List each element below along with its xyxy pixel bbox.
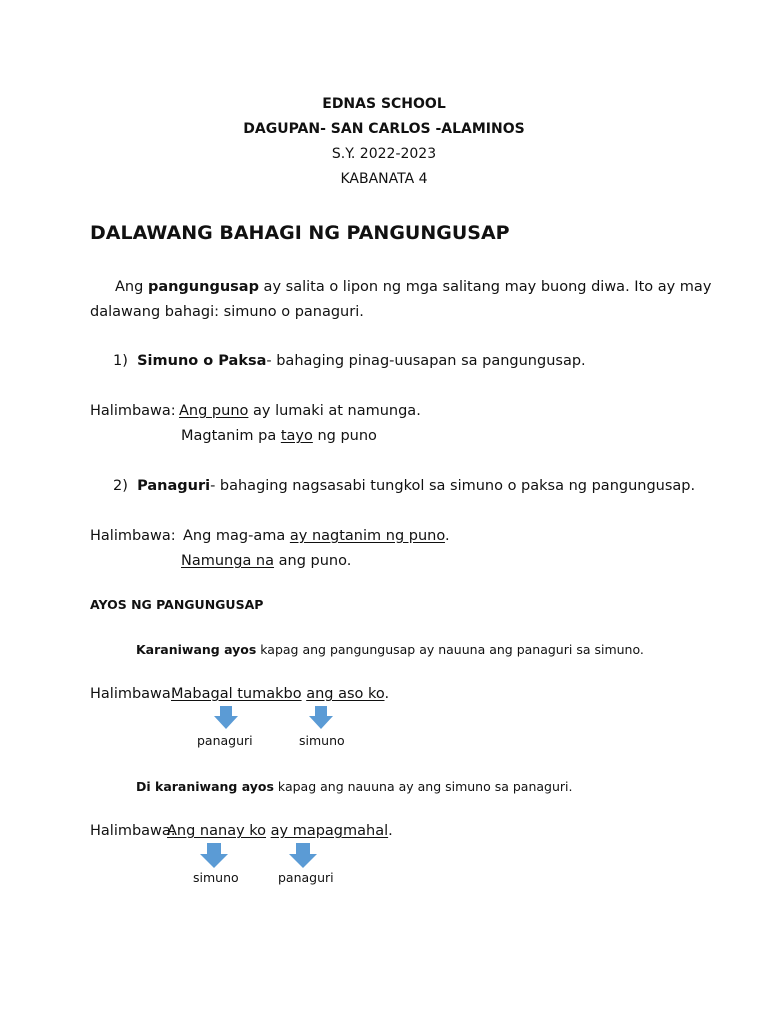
normal-example-predicate: Mabagal tumakbo	[171, 686, 302, 702]
example1-line-2	[181, 428, 377, 444]
inverted-example-label: Halimbawa:	[90, 823, 176, 839]
example1-subject: Ang puno	[179, 403, 249, 419]
arrow-down-icon	[200, 843, 228, 869]
normal-order-term: Karaniwang ayos	[136, 642, 257, 657]
section-heading: AYOS NG PANGUNGUSAP	[90, 597, 264, 612]
example1-line-1	[179, 403, 421, 419]
inverted-arrow-label-1: simuno	[193, 870, 239, 885]
inverted-example-predicate: ay mapagmahal	[270, 823, 389, 839]
example1-label: Halimbawa:	[90, 403, 176, 419]
normal-order-text: kapag ang pangungusap ay nauuna ang panaguri sa simuno.	[256, 642, 644, 657]
school-name: EDNAS SCHOOL	[322, 96, 446, 112]
example2-line-1	[183, 528, 450, 544]
page-title: DALAWANG BAHAGI NG PANGUNGUSAP	[90, 222, 510, 244]
intro-rest: ay salita o lipon ng mga salitang may buong diwa. Ito ay may	[258, 279, 712, 295]
example1-rest: ay lumaki at namunga.	[248, 403, 421, 419]
inverted-example-end: .	[388, 823, 393, 839]
part2-definition: - bahaging nagsasabi tungkol sa simuno o paksa ng pangungusap.	[210, 478, 696, 494]
example1-l2-pre: Magtanim pa	[181, 428, 281, 444]
inverted-order-definition	[136, 779, 573, 794]
example2-post: .	[444, 528, 450, 544]
intro-line-1	[115, 279, 711, 295]
normal-example-label: Halimbawa:	[90, 686, 176, 702]
arrow-down-icon	[214, 706, 238, 730]
normal-arrow-label-1: panaguri	[197, 733, 253, 748]
example1-l2-subject: tayo	[280, 428, 313, 444]
school-campuses: DAGUPAN- SAN CARLOS -ALAMINOS	[243, 121, 525, 137]
part2-number: 2)	[113, 478, 128, 494]
inverted-order-text: kapag ang nauuna ay ang simuno sa panaguri.	[273, 779, 573, 794]
normal-example-end: .	[384, 686, 390, 702]
chapter-label: KABANATA 4	[340, 171, 428, 187]
example1-l2-post: ng puno	[312, 428, 377, 444]
inverted-arrow-label-2: panaguri	[278, 870, 334, 885]
arrow-down-icon	[289, 843, 317, 869]
part2-item	[113, 478, 695, 494]
intro-term: pangungusap	[147, 279, 259, 295]
inverted-order-term: Di karaniwang ayos	[136, 779, 274, 794]
normal-arrow-label-2: simuno	[299, 733, 345, 748]
example2-pre: Ang mag-ama	[183, 528, 290, 544]
part1-term: Simuno o Paksa	[137, 353, 267, 369]
part1-number: 1)	[113, 353, 128, 369]
normal-example-subject: ang aso ko	[306, 686, 385, 702]
school-year: S.Y. 2022-2023	[331, 146, 437, 162]
intro-line-2: dalawang bahagi: simuno o panaguri.	[90, 304, 364, 320]
example2-line-2	[181, 553, 351, 569]
normal-order-definition	[136, 642, 644, 657]
part1-item	[113, 353, 586, 369]
example2-l2-post: ang puno.	[274, 553, 352, 569]
example2-predicate: ay nagtanim ng puno	[289, 528, 445, 544]
arrow-down-icon	[309, 706, 333, 730]
inverted-example-subject: Ang nanay ko	[167, 823, 267, 839]
intro-prefix: Ang	[115, 279, 148, 295]
normal-example-sentence	[171, 686, 389, 702]
example2-label: Halimbawa:	[90, 528, 176, 544]
inverted-example-sentence	[167, 823, 393, 839]
example2-l2-predicate: Namunga na	[181, 553, 275, 569]
part1-definition: - bahaging pinag-uusapan sa pangungusap.	[266, 353, 586, 369]
part2-term: Panaguri	[137, 478, 211, 494]
